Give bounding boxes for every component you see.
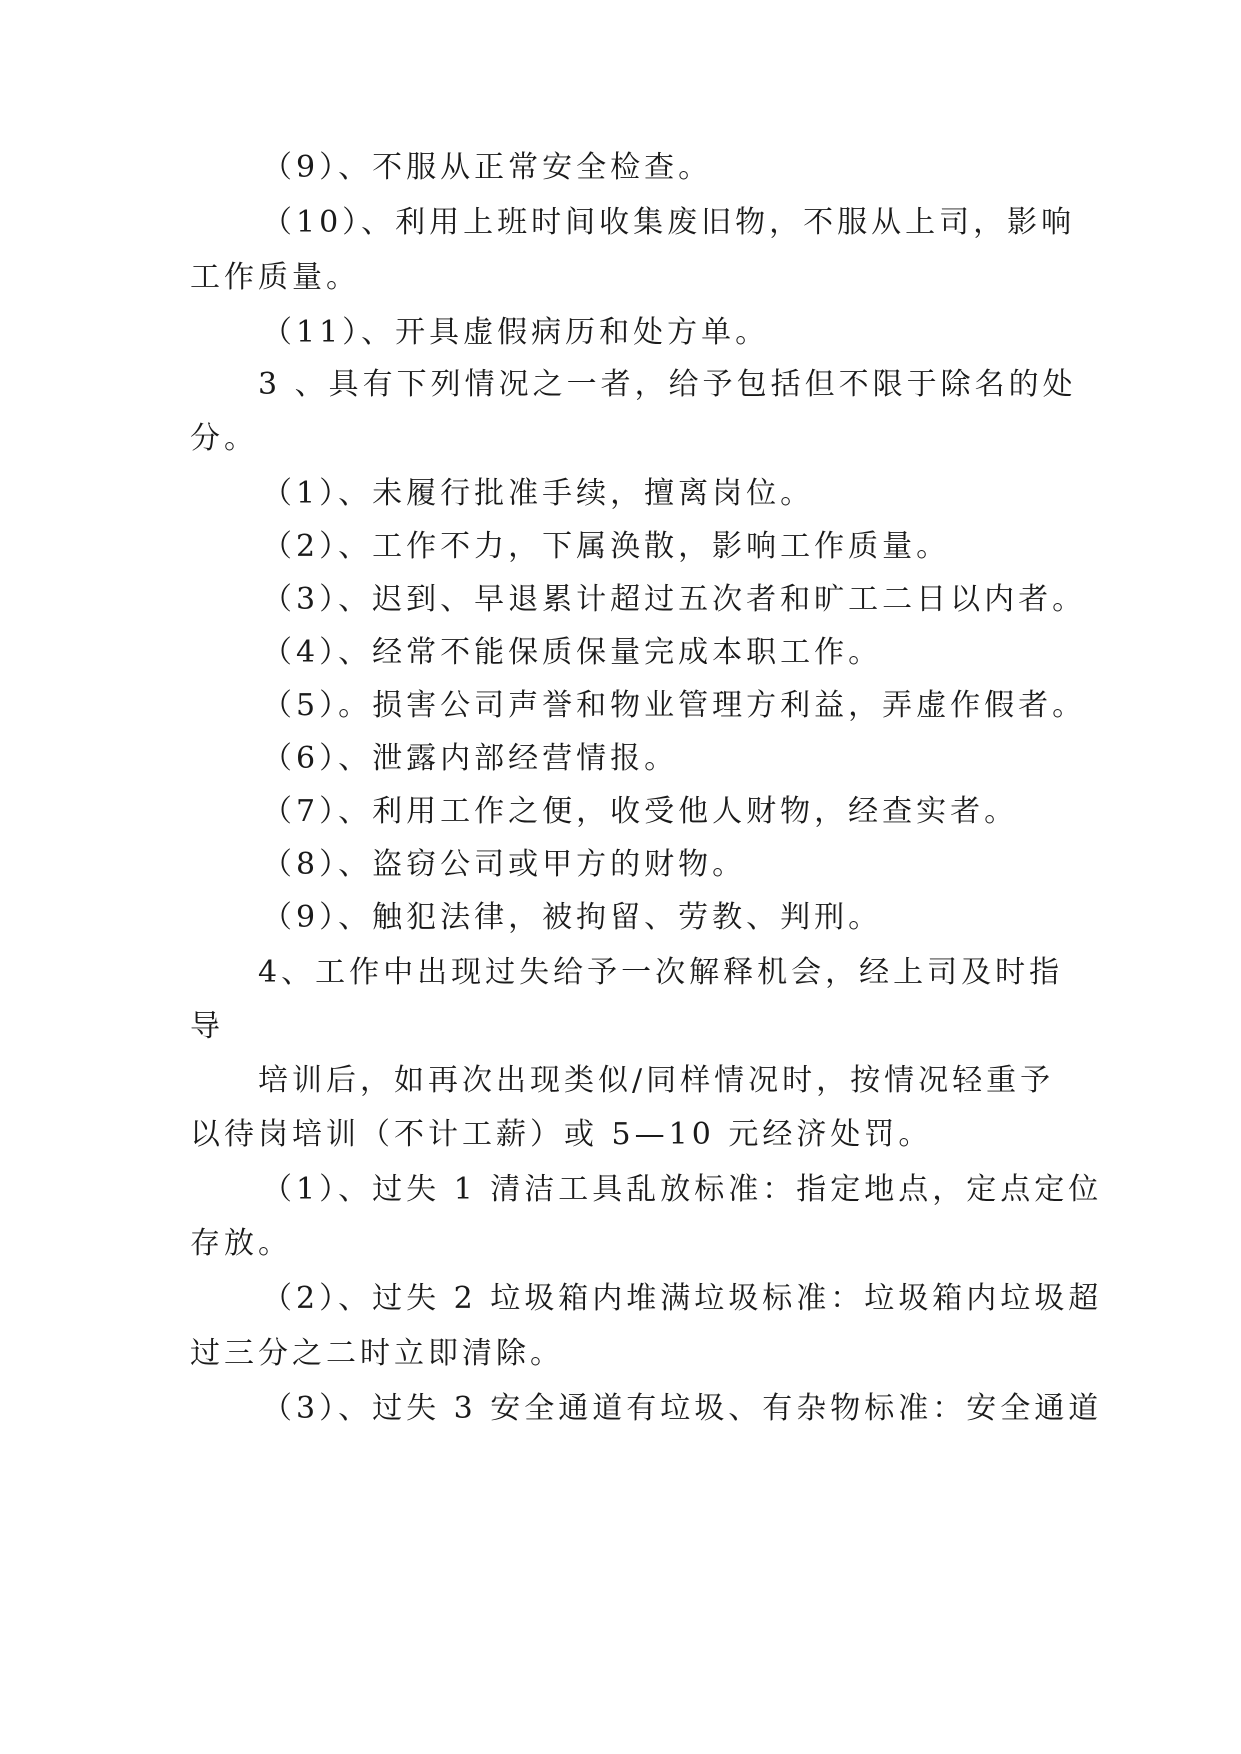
- paragraph-line: （1）、过失 1 清洁工具乱放标准：指定地点，定点定位: [262, 1172, 1103, 1207]
- paragraph-line: （5）。损害公司声誉和物业管理方利益，弄虚作假者。: [262, 688, 1087, 723]
- paragraph-line: （3）、迟到、早退累计超过五次者和旷工二日以内者。: [262, 582, 1087, 617]
- paragraph-line: （9）、触犯法律，被拘留、劳教、判刑。: [262, 900, 883, 935]
- paragraph-line: （3）、过失 3 安全通道有垃圾、有杂物标准：安全通道: [262, 1391, 1103, 1426]
- paragraph-line: （8）、盗窃公司或甲方的财物。: [262, 847, 747, 882]
- paragraph-line: （10）、利用上班时间收集废旧物，不服从上司，影响: [262, 205, 1076, 240]
- paragraph-line: 以待岗培训（不计工薪）或 5—10 元经济处罚。: [190, 1117, 933, 1152]
- paragraph-line: （6）、泄露内部经营情报。: [262, 741, 679, 776]
- paragraph-line: 培训后，如再次出现类似/同样情况时，按情况轻重予: [258, 1063, 1055, 1098]
- paragraph-line: （7）、利用工作之便，收受他人财物，经查实者。: [262, 794, 1019, 829]
- paragraph-line: 工作质量。: [190, 260, 360, 295]
- paragraph-line: 存放。: [190, 1226, 292, 1261]
- paragraph-line: 导: [190, 1009, 224, 1044]
- section-heading: 3 、具有下列情况之一者，给予包括但不限于除名的处: [258, 367, 1077, 402]
- paragraph-line: 分。: [190, 421, 258, 456]
- section-heading: 4、工作中出现过失给予一次解释机会，经上司及时指: [258, 955, 1064, 990]
- paragraph-line: （1）、未履行批准手续，擅离岗位。: [262, 476, 815, 511]
- paragraph-line: （2）、工作不力，下属涣散，影响工作质量。: [262, 529, 951, 564]
- paragraph-line: （2）、过失 2 垃圾箱内堆满垃圾标准：垃圾箱内垃圾超: [262, 1281, 1103, 1316]
- paragraph-line: （11）、开具虚假病历和处方单。: [262, 315, 770, 350]
- paragraph-line: （9）、不服从正常安全检查。: [262, 150, 713, 185]
- paragraph-line: 过三分之二时立即清除。: [190, 1336, 564, 1371]
- paragraph-line: （4）、经常不能保质保量完成本职工作。: [262, 635, 883, 670]
